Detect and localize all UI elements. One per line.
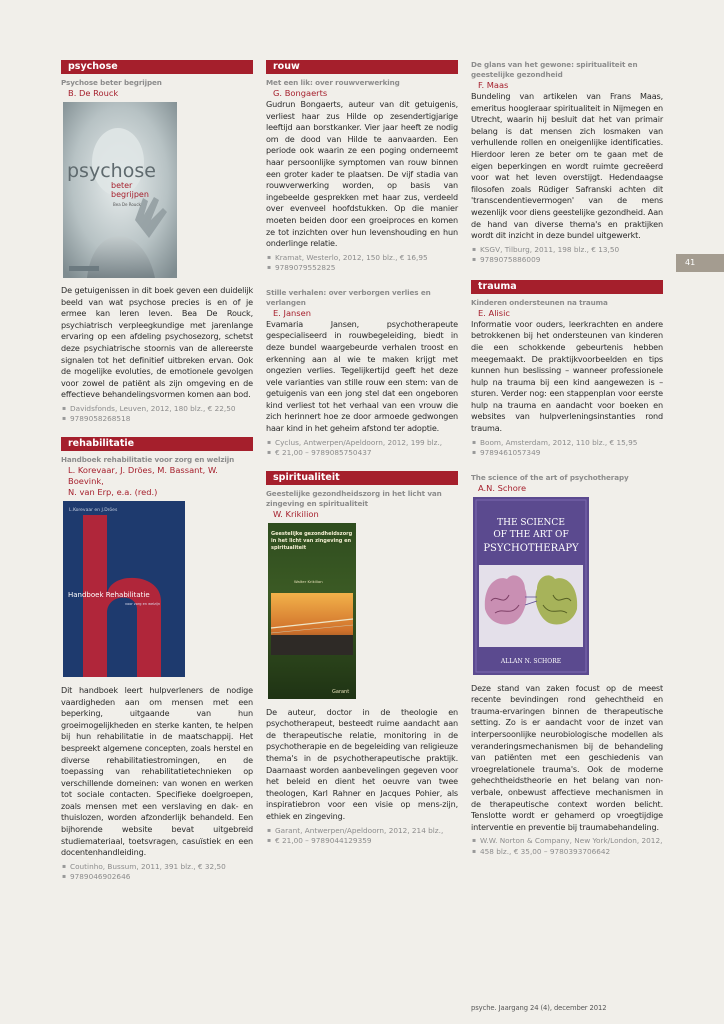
book-title: Psychose beter begrijpen xyxy=(61,78,162,87)
column-1 xyxy=(61,60,253,883)
section-header-psychose: psychose xyxy=(61,60,253,74)
svg-text:Handboek Rehabilitatie: Handboek Rehabilitatie xyxy=(68,590,150,599)
svg-text:Bea De Rouck: Bea De Rouck xyxy=(113,202,141,207)
page-footer: psyche. Jaargang 24 (4), december 2012 xyxy=(471,1004,607,1012)
book-description: De auteur, doctor in de theologie en psychotherapeut, besteedt ruime aandacht aan de therapeutische relatie, monitoring in de psychotherapie en de begeleiding van religieuze thema's in de psychotherapeutische praktijk. Daarnaast worden aanbevelingen gegeven voor het beleid en dient het oeuvre van twee theologen, Karl Rahner en Jacques Pohier, als inspiratiebron voor een visie op mens-zijn, ethiek en zingeving. xyxy=(266,706,458,821)
section-header-rouw: rouw xyxy=(266,60,458,74)
book-author: G. Bongaerts xyxy=(273,88,328,98)
book-isbn: ▪ 9789079552825 xyxy=(266,263,458,274)
book-cover-handboek-rehabilitatie xyxy=(63,501,185,677)
book-author: A.N. Schore xyxy=(478,482,527,493)
book-description: Evamaria Jansen, psychotherapeute gespecialiseerd in rouwbegeleiding, biedt in deze bundel waargebeurde verhalen troost en erkenning aan al wie te maken krijgt met ongezien verlies. Tegelijkertijd geeft het deze vele varianties van stille rouw een stem: van de getuigenis van een jong stel dat een ongeboren kind verliest tot het verhaal van een vrouw die zich herinnert hoe ze door armoede gedwongen haar kind in het geheim afstond ter adoptie. xyxy=(266,318,458,434)
book-author: E. Jansen xyxy=(273,307,311,318)
book-publication: ▪ Coutinho, Bussum, 2011, 391 blz., € 32,50 xyxy=(61,862,253,873)
cover-title: psychose xyxy=(67,160,156,182)
book-description: Bundeling van artikelen van Frans Maas, emeritus hoogleraar spiritualiteit in Nijmegen en Utrecht, waarin hij besluit dat het van primair belang is dat mensen zich losmaken van verhullende rollen en oneigenlijke identificaties. Hierdoor leren ze beter om te gaan met de eigen beperkingen en wordt ruimte gecreëerd voor wat het leven overstijgt. Hedendaagse filosofen zoals Rüdiger Safranski achten dit 'transcendentievermogen' van de mens wezenlijk voor diens geestelijke gezondheid. Aan de hand van diverse thema's en praktijken wordt dit inzicht in deze bundel uitgewerkt. xyxy=(471,91,663,241)
section-header-rehabilitatie: rehabilitatie xyxy=(61,437,253,451)
book-isbn: ▪ € 21,00 – 9789044129359 xyxy=(266,836,458,847)
svg-text:ALLAN N. SCHORE: ALLAN N. SCHORE xyxy=(500,657,562,665)
book-description: Gudrun Bongaerts, auteur van dit getuigenis, verliest haar zus Hilde op zesendertigjarige leeftijd aan borstkanker. Vier jaar heeft ze nodig om de dood van Hilde te aanvaarden. Een periode ook waarin ze een poging onderneemt haar persoonlijke symptomen van rouw binnen een groter kader te plaatsen. De vijf stadia van rouwverwerking worden, op basis van ingebeelde gesprekken met haar zus, verdeeld over evenveel hoofdstukken. Op die manier moeten beiden door een groeiproces en komen ze tot inzichten over hun levenshouding en hun onderlinge relatie. xyxy=(266,99,458,249)
svg-text:PSYCHOTHERAPY: PSYCHOTHERAPY xyxy=(483,542,579,554)
book-isbn: ▪ 9789058268518 xyxy=(61,414,253,425)
column-3 xyxy=(471,60,663,857)
book-cover-psychose xyxy=(63,102,177,278)
svg-text:begrijpen: begrijpen xyxy=(111,190,149,199)
svg-text:OF THE ART OF: OF THE ART OF xyxy=(493,529,569,540)
book-title: Handboek rehabilitatie voor zorg en welzijn xyxy=(61,454,235,464)
book-publication: ▪ Kramat, Westerlo, 2012, 150 blz., € 16,95 xyxy=(266,253,458,264)
book-title: Met een lik: over rouwverwerking xyxy=(266,78,400,87)
section-header-trauma: trauma xyxy=(471,280,663,294)
book-publication: ▪ Garant, Antwerpen/Apeldoorn, 2012, 214 blz., xyxy=(266,826,458,837)
svg-text:Walter Krikilion: Walter Krikilion xyxy=(294,578,323,584)
book-publication: ▪ Cyclus, Antwerpen/Apeldoorn, 2012, 199 blz., xyxy=(266,438,458,449)
book-author: L. Korevaar, J. Dröes, M. Bassant, W. Boevink, xyxy=(68,464,218,486)
book-isbn: ▪ 458 blz., € 35,00 – 9780393706642 xyxy=(471,847,663,858)
book-publication: ▪ Boom, Amsterdam, 2012, 110 blz., € 15,95 xyxy=(471,438,663,449)
book-publication: ▪ KSGV, Tilburg, 2011, 198 blz., € 13,50 xyxy=(471,245,663,256)
svg-text:Garant: Garant xyxy=(332,688,350,695)
book-cover-geestelijke-gezondheidszorg: Geestelijke gezondheidszorg in het licht van zingeving en spiritualiteit Walter Krikilion Garant xyxy=(268,523,356,699)
book-cover-science-of-psychotherapy xyxy=(473,497,589,675)
book-isbn: ▪ € 21,00 – 9789085750437 xyxy=(266,448,458,459)
book-title: Stille verhalen: over verborgen verlies en verlangen xyxy=(266,287,431,307)
book-isbn: ▪ 9789075886009 xyxy=(471,255,663,266)
section-header-spiritualiteit: spiritualiteit xyxy=(266,471,458,485)
book-publication: ▪ W.W. Norton & Company, New York/London, 2012, xyxy=(471,836,663,847)
book-title: Kinderen ondersteunen na trauma xyxy=(471,297,608,307)
book-description: Deze stand van zaken focust op de meest recente bevindingen rond gehechtheid en trauma-ervaringen binnen de therapeutische setting. Zo is er aandacht voor de inzet van interpersoonlijke neurobiologische modellen als veranderingsmechanismen bij de behandeling van patiënten met een geschiedenis van vroegrelationele trauma's. Ook de moderne gehechtheidstheorie en het belang van non-verbale, onbewust affectieve mechanismen in de therapeutische context worden belicht. Tenslotte wordt er gehamerd op vroegtijdige interventie en preventie bij traumabehandeling. xyxy=(471,682,663,832)
book-title: The science of the art of psychotherapy xyxy=(471,472,629,482)
svg-text:voor zorg en welzijn: voor zorg en welzijn xyxy=(125,601,161,606)
book-author: N. van Erp, e.a. (red.) xyxy=(68,486,158,497)
book-isbn: ▪ 9789461057349 xyxy=(471,448,663,459)
book-description: Informatie voor ouders, leerkrachten en andere betrokkenen bij het ondersteunen van kinderen die een schokkende gebeurtenis hebben meegemaakt. De praktijkvoorbeelden en tips kunnen hun beslissing – wanneer professionele hulp na trauma bij een kind aangewezen is – sturen. Verder nog: een stappenplan voor eerste hulp na trauma en aandacht voor boeken en websites van hulpverleningsinstanties rond trauma. xyxy=(471,318,663,434)
book-author: E. Alisic xyxy=(478,307,510,318)
svg-text:THE SCIENCE: THE SCIENCE xyxy=(497,517,565,528)
book-publication: ▪ Davidsfonds, Leuven, 2012, 180 blz., € 22,50 xyxy=(61,404,253,415)
svg-text:L.Korevaar en J.Dröes: L.Korevaar en J.Dröes xyxy=(69,507,118,513)
book-description: Dit handboek leert hulpverleners de nodige vaardigheden aan om mensen met een beperking, uitgaande van hun groeimogelijkheden en sterke kanten, te helpen bij hun rehabilitatie in de maatschappij. Het bespreekt algemene concepten, zoals herstel en diverse rehabilitatiestromingen, en de toepassing van rehabilitatietechnieken op verschillende domeinen: van wonen en werken tot sociale contacten. Specifieke doelgroepen, zoals mensen met een verslaving en dak- en thuislozen, worden afzonderlijk behandeld. Een bijhorende website bevat uitgebreid studiemateriaal, toetsvragen, casuïstiek en een docentenhandleiding. xyxy=(61,684,253,858)
page-number: 41 xyxy=(676,254,724,272)
book-description: De getuigenissen in dit boek geven een duidelijk beeld van wat psychose precies is en of je ermee kan leren leven. Bea De Rouck, psychiatrisch verpleegkundige met jarenlange ervaring op een afdeling psychosezorg, schetst deze psychiatrische stoornis van de allereerste signalen tot het definitief uitbreken ervan. Ook de mogelijke evoluties, de emotionele gevolgen voor zowel de patiënt als zijn omgeving en de effectieve behandelingsvormen komen aan bod. xyxy=(61,285,253,400)
svg-text:beter: beter xyxy=(111,181,133,190)
book-title: De glans van het gewone: spiritualiteit en geestelijke gezondheid xyxy=(471,60,638,79)
book-author: W. Krikilion xyxy=(273,508,319,519)
column-2 xyxy=(266,60,458,847)
book-author: F. Maas xyxy=(478,80,509,90)
book-author: B. De Rouck xyxy=(68,88,119,98)
book-isbn: ▪ 9789046902646 xyxy=(61,872,253,883)
book-title: Geestelijke gezondheidszorg in het licht van zingeving en spiritualiteit xyxy=(266,488,442,508)
